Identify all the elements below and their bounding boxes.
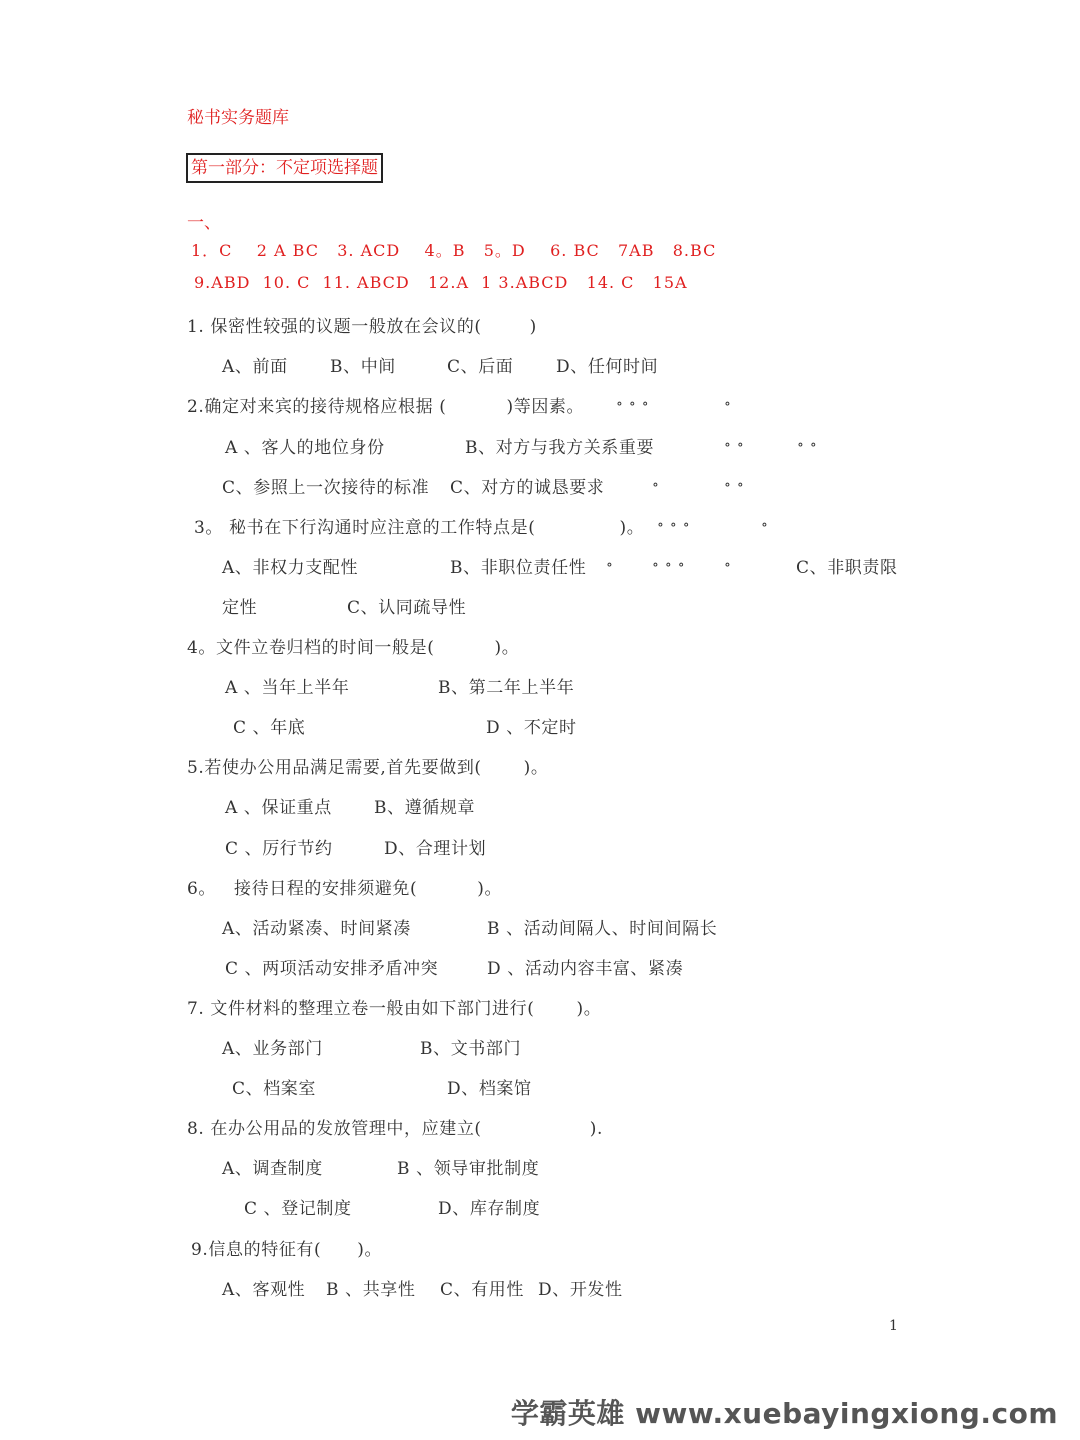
option: B、第二年上半年 bbox=[438, 678, 575, 698]
option: C、后面 bbox=[447, 357, 514, 377]
section-heading: 第一部分：不定项选择题 bbox=[186, 153, 383, 183]
question-stem: 9.信息的特征有( )。 bbox=[191, 1240, 383, 1260]
document-title: 秘书实务题库 bbox=[187, 108, 289, 128]
option: A、业务部门 bbox=[222, 1039, 323, 1059]
question-stem: 6。 接待日程的安排须避免( )。 bbox=[187, 879, 503, 899]
option: A 、保证重点 bbox=[225, 798, 332, 818]
option: B、遵循规章 bbox=[374, 798, 476, 818]
scan-speckles: ∘ bbox=[652, 477, 665, 493]
option: D、开发性 bbox=[538, 1280, 623, 1300]
scan-speckles: ∘ bbox=[724, 557, 737, 573]
option: D、任何时间 bbox=[556, 357, 659, 377]
option: B、对方与我方关系重要 bbox=[465, 438, 655, 458]
scan-speckles: ∘ bbox=[606, 557, 619, 573]
scan-speckles: ∘∘ bbox=[797, 437, 823, 453]
scan-speckles: ∘ bbox=[761, 517, 774, 533]
scan-speckles: ∘∘ bbox=[724, 477, 750, 493]
option: A、客观性 bbox=[222, 1280, 306, 1300]
option: A 、客人的地位身份 bbox=[225, 438, 385, 458]
scan-speckles: ∘ bbox=[724, 396, 737, 412]
option: D、档案馆 bbox=[447, 1079, 532, 1099]
scan-speckles: ∘∘∘ bbox=[657, 517, 696, 533]
question-stem: 8. 在办公用品的发放管理中，应建立( ). bbox=[187, 1119, 603, 1139]
question-stem: 4。文件立卷归档的时间一般是( )。 bbox=[187, 638, 520, 658]
option: C、有用性 bbox=[440, 1280, 525, 1300]
answer-key-row-2: 9.ABD 10. C 11. ABCD 12.A 1 3.ABCD 14. C 15A bbox=[194, 273, 688, 292]
scan-speckles: ∘∘∘ bbox=[616, 396, 655, 412]
option: A、非权力支配性 bbox=[222, 558, 359, 578]
option: B、中间 bbox=[330, 357, 396, 377]
option: B 、共享性 bbox=[326, 1280, 416, 1300]
option: C、对方的诚恳要求 bbox=[450, 478, 605, 498]
option: B 、领导审批制度 bbox=[397, 1159, 540, 1179]
option: A、调查制度 bbox=[222, 1159, 323, 1179]
option: D、库存制度 bbox=[438, 1199, 541, 1219]
option: B、非职位责任性 bbox=[450, 558, 587, 578]
question-stem: 5.若使办公用品满足需要,首先要做到( )。 bbox=[187, 758, 549, 778]
option: C、档案室 bbox=[232, 1079, 317, 1099]
option: C、认同疏导性 bbox=[347, 598, 467, 618]
question-stem: 7. 文件材料的整理立卷一般由如下部门进行( )。 bbox=[187, 999, 602, 1019]
question-stem: 3。 秘书在下行沟通时应注意的工作特点是( )。 bbox=[194, 518, 645, 538]
option: 定性 bbox=[222, 598, 258, 618]
scan-speckles: ∘∘∘ bbox=[652, 557, 691, 573]
option: A 、当年上半年 bbox=[225, 678, 350, 698]
option: A、活动紧凑、时间紧凑 bbox=[222, 919, 411, 939]
option: A、前面 bbox=[222, 357, 288, 377]
answer-key-row-1: 1．C 2 A BC 3. ACD 4。B 5。D 6. BC 7AB 8.BC bbox=[191, 241, 717, 260]
option: D 、活动内容丰富、紧凑 bbox=[487, 959, 684, 979]
option: B 、活动间隔人、时间间隔长 bbox=[487, 919, 718, 939]
option: D、合理计划 bbox=[384, 839, 487, 859]
question-stem: 2.确定对来宾的接待规格应根据 ( )等因素。 bbox=[187, 397, 585, 417]
option: C 、厉行节约 bbox=[225, 839, 333, 859]
page-number: 1 bbox=[889, 1318, 898, 1334]
option: C 、登记制度 bbox=[244, 1199, 352, 1219]
option: C、参照上一次接待的标准 bbox=[222, 478, 430, 498]
site-watermark: 学霸英雄 www.xuebayingxiong.com bbox=[510, 1397, 1058, 1430]
group-label: 一、 bbox=[187, 213, 221, 233]
option: C 、年底 bbox=[233, 718, 306, 738]
option: B、文书部门 bbox=[420, 1039, 522, 1059]
option: C 、两项活动安排矛盾冲突 bbox=[225, 959, 439, 979]
option: C、非职责限 bbox=[796, 558, 898, 578]
scan-speckles: ∘∘ bbox=[724, 437, 750, 453]
option: D 、不定时 bbox=[486, 718, 577, 738]
question-stem: 1. 保密性较强的议题一般放在会议的( ) bbox=[187, 317, 537, 337]
